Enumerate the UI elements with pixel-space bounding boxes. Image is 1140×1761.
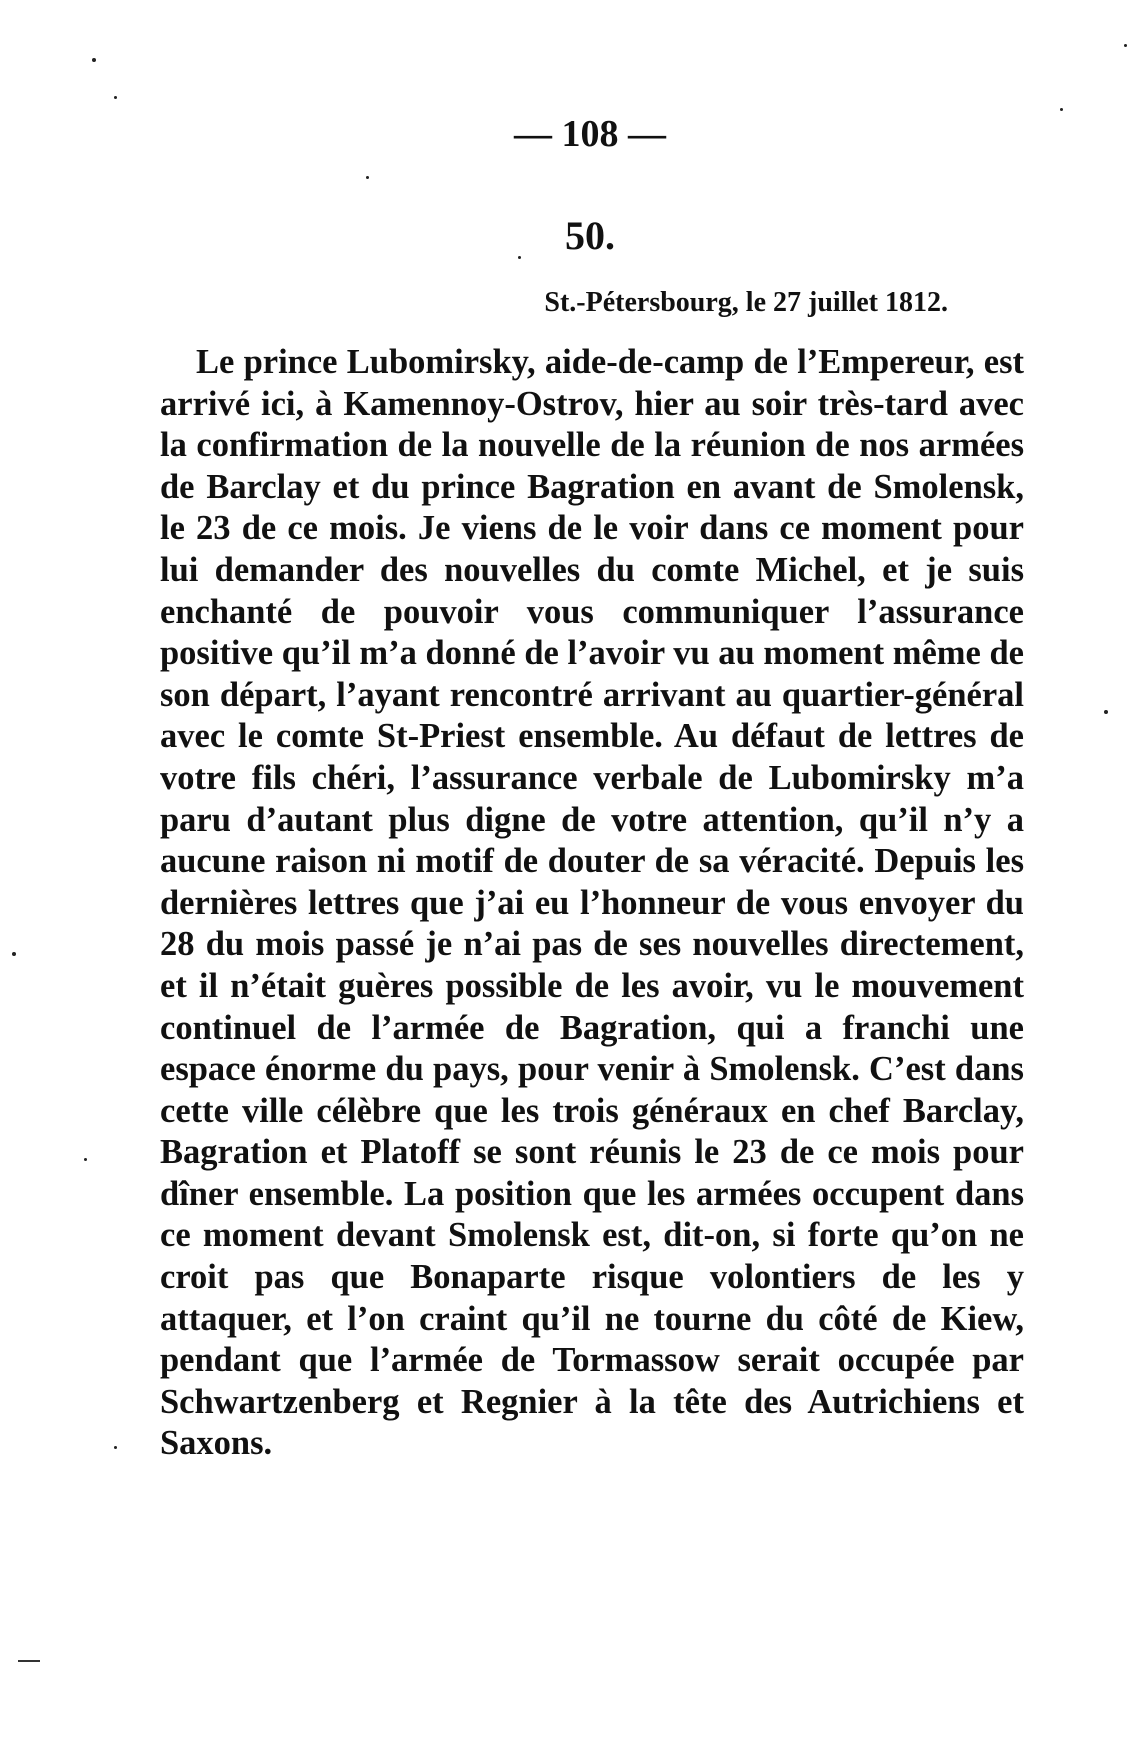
scan-speck (1124, 44, 1127, 47)
scan-speck (92, 58, 96, 62)
scan-speck (1104, 710, 1108, 714)
scan-speck (366, 176, 369, 179)
letter-number: 50. (565, 213, 615, 258)
scan-speck (518, 256, 521, 259)
page-number: — 108 — (514, 113, 666, 155)
scan-speck (84, 1158, 87, 1161)
scan-speck (1060, 108, 1063, 111)
scan-edge-mark (18, 1660, 40, 1662)
dateline: St.-Pétersbourg, le 27 juillet 1812. (544, 287, 948, 318)
scan-speck (114, 1446, 117, 1449)
scan-speck (114, 96, 117, 99)
letter-body: Le prince Lubomirsky, aide-de-camp de l’Empereur, est arrivé ici, à Kamennoy-Ostrov, hier au soir très-tard avec la confirmation de la nouvelle de la réunion de nos armées de Barclay et du prince Bagration en avant de Smolensk, le 23 de ce mois. Je viens de le voir dans ce moment pour lui demander des nouvelles du comte Michel, et je suis enchanté de pouvoir vous communiquer l’assurance positive qu’il m’a donné de l’avoir vu au moment même de son départ, l’ayant rencontré arrivant au quartier-général avec le comte St-Priest ensemble. Au défaut de lettres de votre fils chéri, l’assurance verbale de Lubomirsky m’a paru d’autant plus digne de votre attention, qu’il n’y a aucune raison ni motif de douter de sa véracité. Depuis les dernières lettres que j’ai eu l’honneur de vous envoyer du 28 du mois passé je n’ai pas de ses nouvelles directement, et il n’était guères possible de les avoir, vu le mouvement continuel de l’armée de Bagration, qui a franchi une espace énorme du pays, pour venir à Smolensk. C’est dans cette ville célèbre que les trois généraux en chef Barclay, Bagration et Platoff se sont réunis le 23 de ce mois pour dîner ensemble. La position que les armées occupent dans ce moment devant Smolensk est, dit-on, si forte qu’on ne croit pas que Bonaparte risque volontiers de les y attaquer, et l’on craint qu’il ne tourne du côté de Kiew, pendant que l’armée de Tormassow serait occupée par Schwartzenberg et Regnier à la tête des Autrichiens et Saxons. (160, 343, 1024, 1463)
scan-speck (12, 952, 16, 956)
